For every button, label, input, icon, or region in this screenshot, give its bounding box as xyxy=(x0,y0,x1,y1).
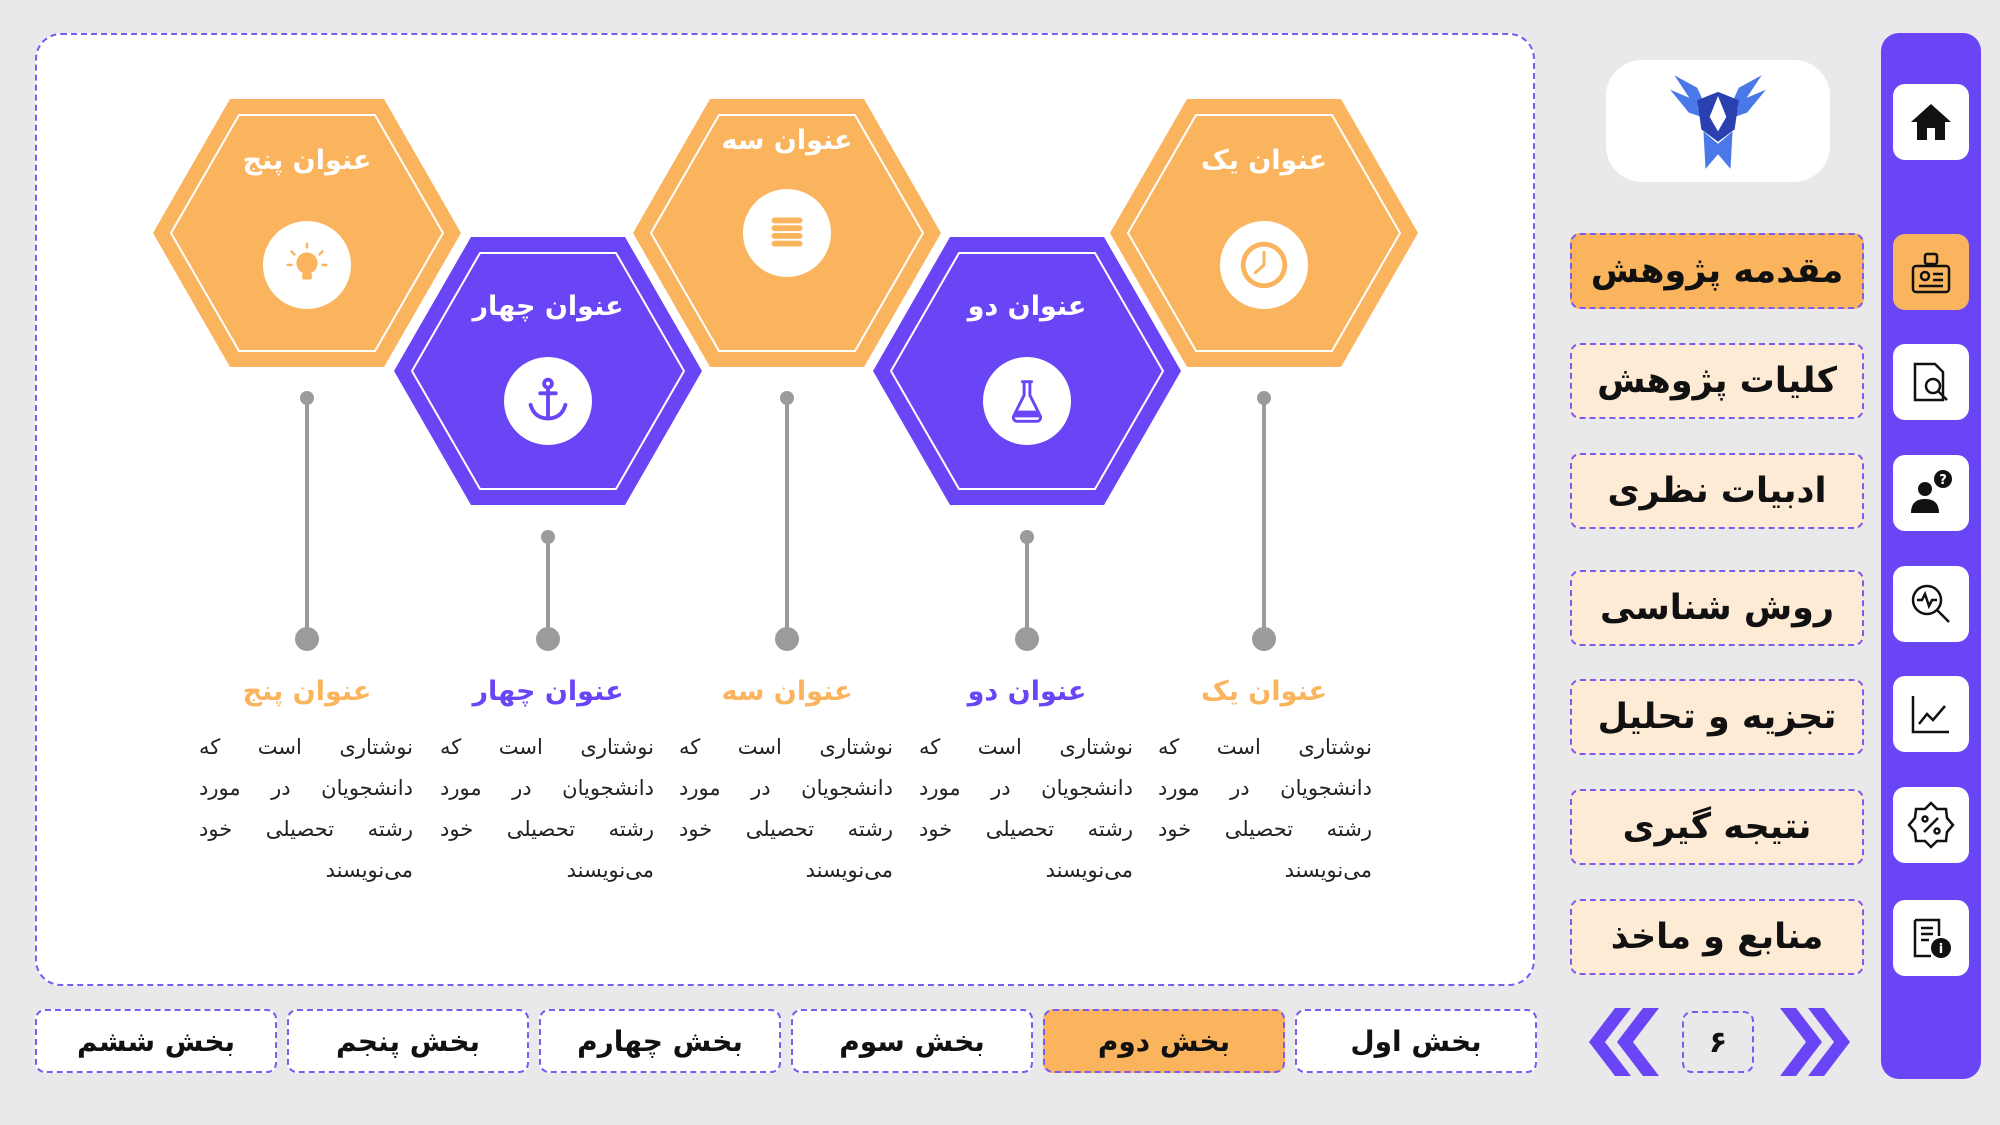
connector-line xyxy=(1025,537,1029,637)
column-text: نوشتاری است که دانشجویان در مورد رشته تحصیلی خود می‌نویسند xyxy=(919,735,1133,882)
column-title: عنوان یک xyxy=(1201,676,1327,707)
connector-end-dot xyxy=(1015,627,1039,651)
tab-section-6[interactable]: بخش ششم xyxy=(35,1009,277,1073)
pulse-search-icon xyxy=(1905,578,1957,630)
column-text: نوشتاری است که دانشجویان در مورد رشته تحصیلی خود می‌نویسند xyxy=(440,735,654,882)
column-title: عنوان چهار xyxy=(472,676,624,707)
hexagon-title: عنوان پنج xyxy=(242,145,372,176)
menu-analysis[interactable]: تجزیه و تحلیل xyxy=(1570,679,1864,755)
page-number: ۶ xyxy=(1682,1011,1754,1073)
menu-methodology[interactable]: روش شناسی xyxy=(1570,570,1864,646)
connector-line xyxy=(1262,398,1266,638)
document-info-icon xyxy=(1905,912,1957,964)
hexagon-5 xyxy=(153,99,461,367)
tab-section-5[interactable]: بخش پنجم xyxy=(287,1009,529,1073)
hexagon-title: عنوان چهار xyxy=(472,291,624,322)
tab-section-2[interactable]: بخش دوم xyxy=(1043,1009,1285,1073)
researcher-badge-icon xyxy=(1905,246,1957,298)
tab-section-1[interactable]: بخش اول xyxy=(1295,1009,1537,1073)
hexagon-title: عنوان دو xyxy=(967,291,1087,322)
flask-icon xyxy=(983,357,1071,445)
column-text: نوشتاری است که دانشجویان در مورد رشته تحصیلی خود می‌نویسند xyxy=(199,735,413,882)
sidebar-icon-references[interactable] xyxy=(1893,900,1969,976)
lightbulb-icon xyxy=(263,221,351,309)
sidebar-icon-intro[interactable] xyxy=(1893,234,1969,310)
hexagon-title: عنوان سه xyxy=(721,125,853,156)
connector-end-dot xyxy=(536,627,560,651)
double-chevron-left-icon[interactable] xyxy=(1585,1008,1661,1076)
connector-line xyxy=(546,537,550,637)
sidebar-icon-conclusion[interactable] xyxy=(1893,787,1969,863)
connector-line xyxy=(305,398,309,638)
column-title: عنوان پنج xyxy=(242,676,372,707)
menu-references[interactable]: منابع و ماخذ xyxy=(1570,899,1864,975)
column-text: نوشتاری است که دانشجویان در مورد رشته تحصیلی خود می‌نویسند xyxy=(679,735,893,882)
column-text: نوشتاری است که دانشجویان در مورد رشته تحصیلی خود می‌نویسند xyxy=(1158,735,1372,882)
home-icon xyxy=(1905,96,1957,148)
line-chart-icon xyxy=(1905,688,1957,740)
connector-end-dot xyxy=(775,627,799,651)
sidebar-icon-literature[interactable] xyxy=(1893,455,1969,531)
percent-badge-icon xyxy=(1905,799,1957,851)
sidebar-icon-analysis[interactable] xyxy=(1893,676,1969,752)
connector-line xyxy=(785,398,789,638)
azad-university-logo xyxy=(1666,63,1770,179)
coins-icon xyxy=(743,189,831,277)
user-question-icon xyxy=(1905,467,1957,519)
svg-text:?: ? xyxy=(1939,473,1947,488)
hexagon-title: عنوان یک xyxy=(1201,145,1327,176)
sidebar-icon-overview[interactable] xyxy=(1893,344,1969,420)
svg-text:i: i xyxy=(1938,942,1944,957)
document-search-icon xyxy=(1905,356,1957,408)
tab-section-3[interactable]: بخش سوم xyxy=(791,1009,1033,1073)
clock-icon xyxy=(1220,221,1308,309)
column-title: عنوان دو xyxy=(967,676,1087,707)
menu-intro[interactable]: مقدمه پژوهش xyxy=(1570,233,1864,309)
menu-literature[interactable]: ادبیات نظری xyxy=(1570,453,1864,529)
tab-section-4[interactable]: بخش چهارم xyxy=(539,1009,781,1073)
sidebar-icon-methodology[interactable] xyxy=(1893,566,1969,642)
menu-overview[interactable]: کلیات پژوهش xyxy=(1570,343,1864,419)
connector-end-dot xyxy=(1252,627,1276,651)
column-title: عنوان سه xyxy=(721,676,853,707)
menu-conclusion[interactable]: نتیجه گیری xyxy=(1570,789,1864,865)
university-logo xyxy=(1606,60,1830,182)
home-button[interactable] xyxy=(1893,84,1969,160)
double-chevron-right-icon[interactable] xyxy=(1778,1008,1854,1076)
anchor-icon xyxy=(504,357,592,445)
connector-end-dot xyxy=(295,627,319,651)
